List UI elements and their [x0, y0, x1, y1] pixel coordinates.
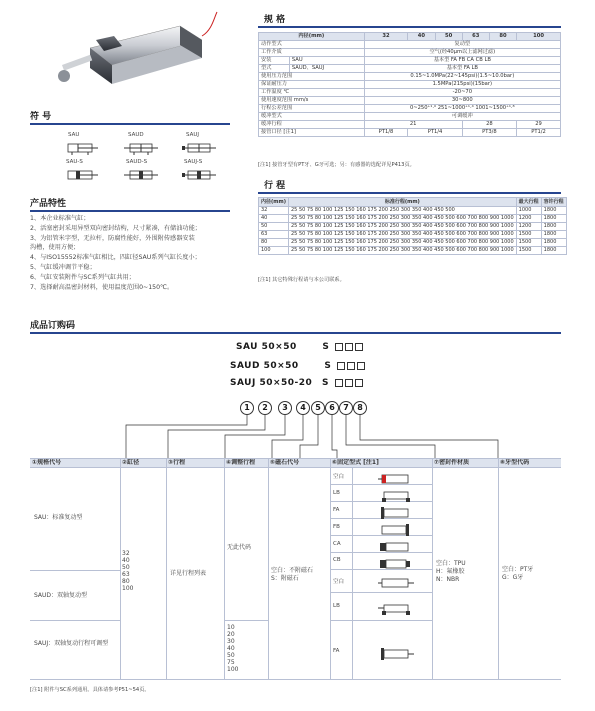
stroke-std: 25 50 75 80 100 125 150 160 175 200 250 300 350 400 450 500 600 700 800 900 1000 — [289, 215, 517, 223]
code-prefix: SAUJ — [230, 378, 256, 388]
table-border — [30, 570, 120, 571]
spec-code: SAU：标准复动型 — [34, 514, 83, 521]
spec-note: [注1] 接管牙型有PT牙、G牙可选；另：有感器的选配详见P413页。 — [258, 162, 415, 168]
table-border — [352, 467, 353, 679]
spec-label: 安装 — [259, 57, 290, 65]
seal-option: H：氟橡胶 — [436, 568, 465, 575]
stroke-bore: 40 — [259, 215, 289, 223]
mount-cb-icon — [378, 555, 414, 574]
seal-option: N：NBR — [436, 576, 460, 583]
magnet-option: 空白：不附磁石 — [271, 567, 314, 574]
mount-basic-icon — [378, 574, 414, 593]
symbol-label: SAU-S — [66, 159, 83, 165]
feature-item: 2、活塞密封采用异型双向密封结构，尺寸紧凑，有储油功能； — [30, 225, 201, 232]
spec-label: 动作型式 — [259, 41, 365, 49]
symbol-label: SAUD — [128, 132, 144, 138]
spec-value: 复动型 — [364, 41, 560, 49]
table-border — [498, 458, 499, 679]
mount-type: 空白 — [333, 579, 345, 585]
spec-value: PT1/4 — [408, 129, 462, 137]
code-number: 8 — [353, 401, 367, 415]
adjust-value: 30 — [227, 638, 235, 645]
stroke-max: 1000 — [516, 207, 541, 215]
spec-code: SAUD：双轴复动型 — [34, 592, 88, 599]
spec-value: 1.5MPa(215psi)(15bar) — [364, 81, 560, 89]
mount-type: 空白 — [333, 474, 345, 480]
stroke-header-cell: 最大行程 — [516, 198, 541, 207]
features-title: 产品特性 — [30, 199, 67, 209]
bore-value: 63 — [122, 571, 130, 578]
code-number: 2 — [258, 401, 272, 415]
table-border — [30, 679, 561, 680]
spec-code: SAUJ：双轴复动行程可调型 — [34, 640, 109, 647]
adjust-value: 40 — [227, 645, 235, 652]
spec-label: 使用速度范围 mm/s — [259, 97, 365, 105]
code-number: 6 — [325, 401, 339, 415]
order-col-header: ③行程 — [166, 458, 224, 467]
spec-value: 基本型 FA FB CA CB LB — [364, 57, 560, 65]
spec-header-cell: 40 — [408, 33, 435, 41]
code-s: S — [321, 378, 329, 388]
spec-value: 基本型 FA LB — [364, 65, 560, 73]
spec-value: PT1/8 — [364, 129, 408, 137]
table-border — [120, 458, 121, 679]
spec-header-cell: 内径(mm) — [259, 33, 365, 41]
bore-value: 80 — [122, 578, 130, 585]
spec-label: 工作温度 ℃ — [259, 89, 365, 97]
symbols-title: 符 号 — [30, 112, 52, 122]
code-number: 5 — [311, 401, 325, 415]
table-border — [166, 458, 167, 679]
spec-label: 缓冲型式 — [259, 113, 365, 121]
mount-type: LB — [333, 490, 340, 496]
bore-value: 32 — [122, 550, 130, 557]
code-prefix: SAU — [236, 342, 258, 352]
bore-value: 50 — [122, 564, 130, 571]
spec-title: 规 格 — [264, 15, 286, 25]
spec-label: 工作介质 — [259, 49, 365, 57]
order-col-header: ⑤磁石代号 — [268, 458, 330, 467]
code-number: 1 — [240, 401, 254, 415]
feature-item: 4、与ISO15552标准气缸相比，四缸径SAU系列气缸长度小； — [30, 254, 201, 261]
table-border — [432, 458, 433, 679]
spec-sublabel: SAU — [289, 57, 364, 65]
feature-item: 5、气缸缓冲调节平稳； — [30, 264, 96, 271]
stroke-allow: 1800 — [541, 231, 566, 239]
feature-item: 7、选择耐高温密封材料，使用温度范围0~150℃。 — [30, 284, 174, 291]
table-border — [224, 458, 225, 679]
code-size: 50×50 — [263, 361, 299, 371]
mount-type: FA — [333, 507, 340, 513]
stroke-title: 行 程 — [264, 181, 286, 191]
bore-value: 40 — [122, 557, 130, 564]
order-title: 成品订购码 — [30, 321, 76, 331]
stroke-max: 1500 — [516, 231, 541, 239]
adjust-none: 无此代码 — [227, 544, 252, 551]
adjust-value: 100 — [227, 666, 239, 673]
stroke-std: 25 50 75 80 100 125 150 160 175 200 250 300 350 400 450 500 — [289, 207, 517, 215]
spec-header-cell: 32 — [364, 33, 408, 41]
adjust-value: 75 — [227, 659, 235, 666]
order-col-header: ④调整行程 — [224, 458, 268, 467]
table-border — [30, 458, 561, 459]
stroke-allow: 1800 — [541, 207, 566, 215]
spec-label: 使用压力范围 — [259, 73, 365, 81]
spec-value: 0~250⁺¹·⁰ 251~1000⁺¹·⁴ 1001~1500⁺¹·⁸ — [364, 105, 560, 113]
spec-header-cell: 63 — [462, 33, 489, 41]
seal-option: 空白：TPU — [436, 560, 466, 567]
spec-value: PT3/8 — [462, 129, 516, 137]
order-col-header: ②缸径 — [120, 458, 166, 467]
code-size: 50×50 — [261, 342, 297, 352]
symbol-label: SAUD-S — [126, 159, 148, 165]
stroke-header-cell: 标准行程(mm) — [289, 198, 517, 207]
stroke-bore: 50 — [259, 223, 289, 231]
stroke-std: 25 50 75 80 100 125 150 160 175 200 250 300 350 400 450 500 600 700 800 900 1000 — [289, 223, 517, 231]
stroke-bore: 32 — [259, 207, 289, 215]
stroke-text: 详见行程列表 — [170, 570, 207, 577]
stroke-max: 1200 — [516, 223, 541, 231]
order-col-header: ⑥固定型式 [注1] — [330, 458, 432, 467]
stroke-allow: 1800 — [541, 247, 566, 255]
symbol-label: SAU — [68, 132, 80, 138]
stroke-std: 25 50 75 80 100 125 150 160 175 200 250 300 350 400 450 500 600 700 800 900 1000 — [289, 247, 517, 255]
spec-label: 型式 — [259, 65, 290, 73]
stroke-allow: 1800 — [541, 215, 566, 223]
stroke-max: 1500 — [516, 239, 541, 247]
stroke-allow: 1800 — [541, 239, 566, 247]
order-note: [注1] 附件与SC系列通用。具体请参考P51~54页。 — [30, 687, 150, 693]
symbol-label: SAUJ-S — [184, 159, 203, 165]
table-border — [30, 620, 120, 621]
feature-item: 3、为铝管米字型，无拉杆，防腐性能好，外围附传感器安装 — [30, 235, 195, 242]
spec-header-cell: 50 — [435, 33, 462, 41]
spec-value: 可调缓冲 — [364, 113, 560, 121]
bore-value: 100 — [122, 585, 134, 592]
spec-value: -20~70 — [364, 89, 560, 97]
stroke-bore: 80 — [259, 239, 289, 247]
order-col-header: ①规格代号 — [30, 458, 120, 467]
spec-label: 接管口径 [注1] — [259, 129, 365, 137]
feature-item: 6、气缸安装附件与SC系列气缸共用； — [30, 274, 135, 281]
feature-item: 1、本企业标准气缸； — [30, 215, 90, 222]
spec-value: 空气(经40μm以上滤网过滤) — [364, 49, 560, 57]
code-size: 50×50-20 — [259, 378, 313, 388]
code-s: S — [322, 342, 330, 352]
feature-item: 沟槽，使用方便； — [30, 244, 80, 251]
mount-type: FB — [333, 524, 340, 530]
spec-value: 21 — [364, 121, 462, 129]
mount-type: CB — [333, 557, 341, 563]
stroke-std: 25 50 75 80 100 125 150 160 175 200 250 300 350 400 450 500 600 700 800 900 1000 — [289, 239, 517, 247]
stroke-max: 1500 — [516, 247, 541, 255]
spec-value: 28 — [462, 121, 516, 129]
adjust-value: 10 — [227, 624, 235, 631]
code-s: S — [324, 361, 332, 371]
code-number: 4 — [296, 401, 310, 415]
thread-option: 空白：PT牙 — [502, 566, 534, 573]
stroke-header-cell: 内径(mm) — [259, 198, 289, 207]
mount-type: FA — [333, 648, 340, 654]
magnet-option: S：附磁石 — [271, 575, 299, 582]
spec-label: 保证耐压力 — [259, 81, 365, 89]
stroke-bore: 63 — [259, 231, 289, 239]
order-col-header: ⑧牙型代码 — [498, 458, 561, 467]
table-border — [268, 458, 269, 679]
stroke-header-cell: 容许行程 — [541, 198, 566, 207]
spec-value: 29 — [517, 121, 561, 129]
stroke-note: [注1] 其它特殊行程请与本公司联系。 — [258, 277, 345, 283]
table-border — [224, 620, 268, 621]
spec-header-cell: 80 — [489, 33, 516, 41]
order-col-header: ⑦密封件材质 — [432, 458, 498, 467]
stroke-bore: 100 — [259, 247, 289, 255]
mount-type: CA — [333, 541, 341, 547]
spec-header-cell: 100 — [517, 33, 561, 41]
table-border — [330, 620, 432, 621]
mount-lb-icon — [378, 600, 414, 619]
spec-value: 30~800 — [364, 97, 560, 105]
stroke-max: 1200 — [516, 215, 541, 223]
spec-value: PT1/2 — [517, 129, 561, 137]
code-number: 3 — [278, 401, 292, 415]
spec-value: 0.15~1.0MPa(22~145psi)(1.5~10.0bar) — [364, 73, 560, 81]
code-prefix: SAUD — [230, 361, 260, 371]
stroke-std: 25 50 75 80 100 125 150 160 175 200 250 300 350 400 450 500 600 700 800 900 1000 — [289, 231, 517, 239]
spec-sublabel: SAUD、SAUJ — [289, 65, 364, 73]
spec-label: 行程公差范围 — [259, 105, 365, 113]
stroke-allow: 1800 — [541, 223, 566, 231]
symbol-label: SAUJ — [186, 132, 200, 138]
adjust-value: 50 — [227, 652, 235, 659]
table-border — [30, 467, 561, 468]
mount-fa-icon — [378, 645, 414, 664]
thread-option: G：G牙 — [502, 574, 524, 581]
code-number: 7 — [339, 401, 353, 415]
spec-label: 缓冲行程 — [259, 121, 365, 129]
mount-type: LB — [333, 603, 340, 609]
adjust-value: 20 — [227, 631, 235, 638]
